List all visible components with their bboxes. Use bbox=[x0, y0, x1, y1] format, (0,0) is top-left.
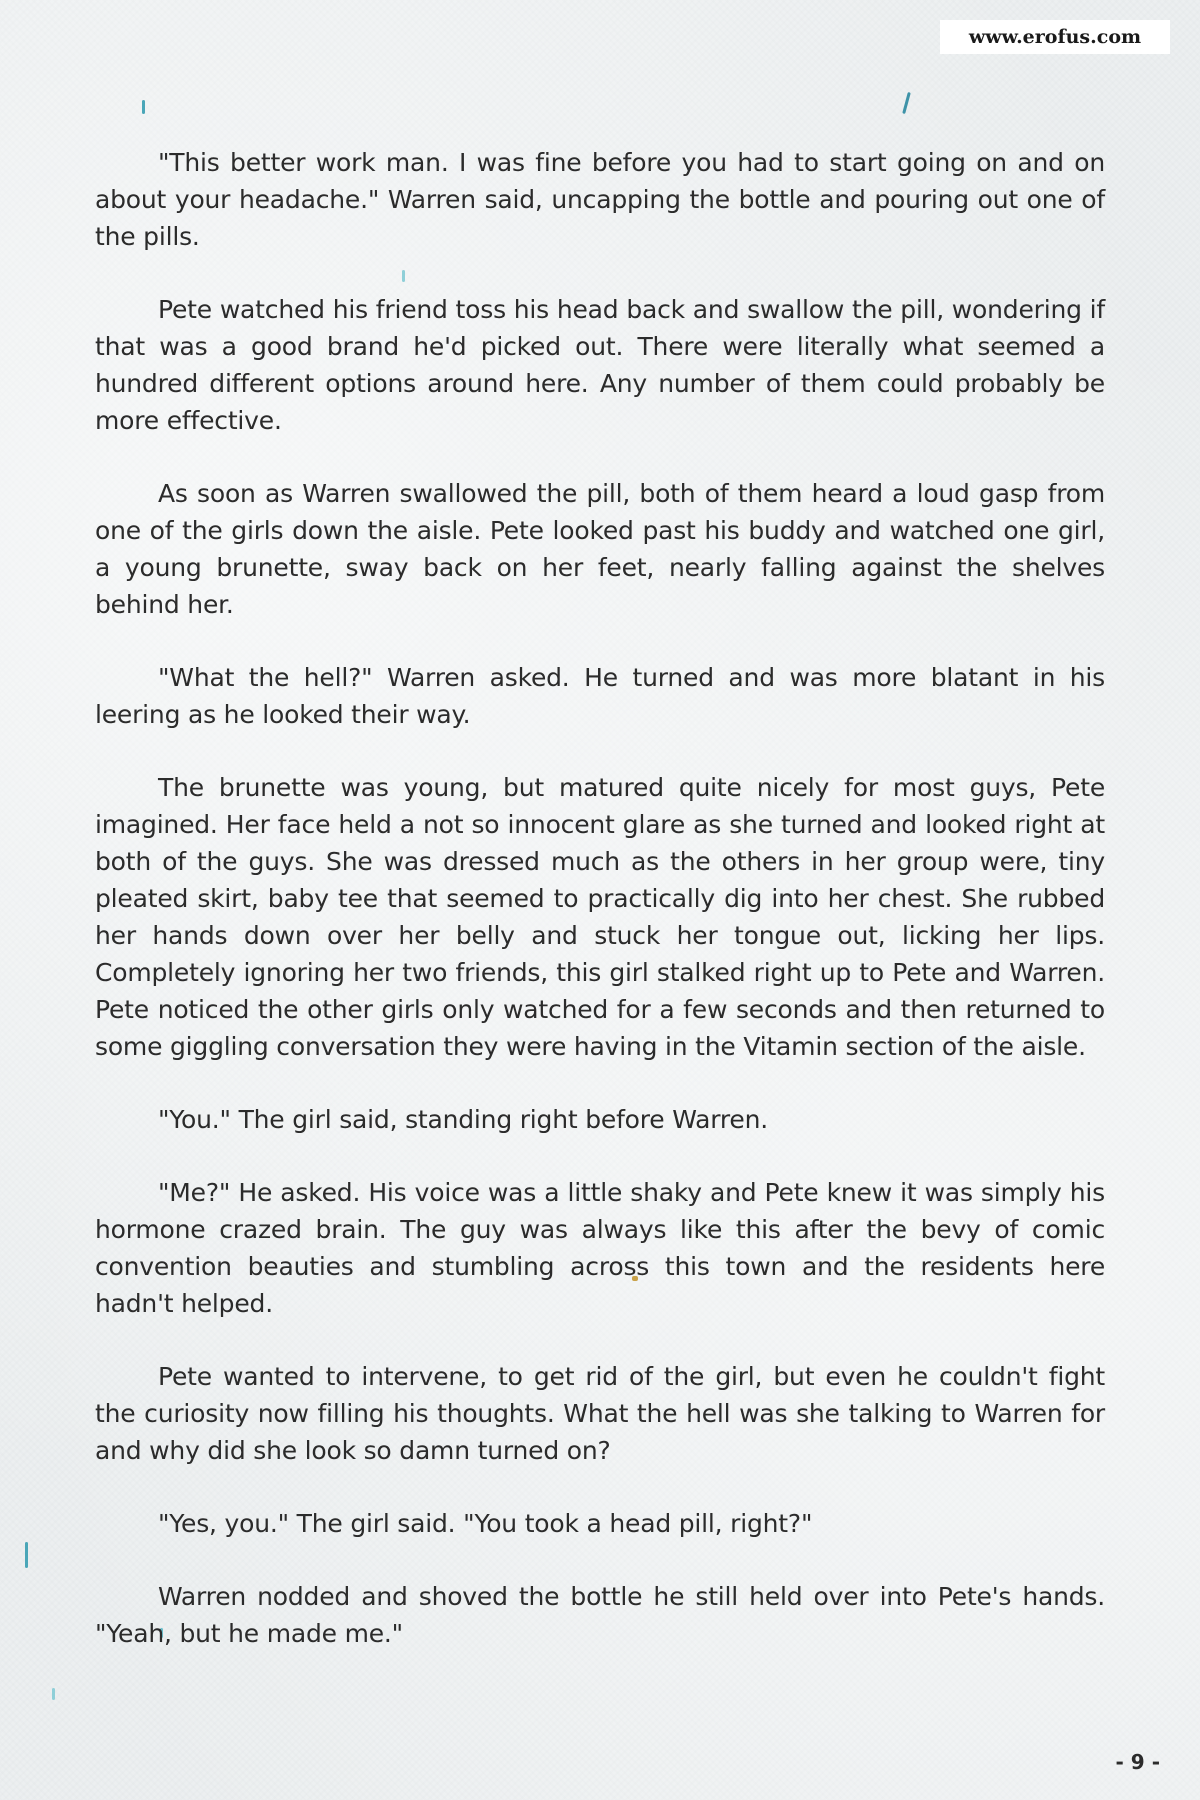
paragraph: Warren nodded and shoved the bottle he still held over into Pete's hands. "Yeah, but he made me." bbox=[95, 1582, 1105, 1648]
paint-speck bbox=[142, 100, 145, 114]
paragraph: "You." The girl said, standing right before Warren. bbox=[158, 1105, 769, 1134]
story-text bbox=[95, 144, 1105, 1688]
site-watermark: www.erofus.com bbox=[940, 20, 1170, 54]
paragraph: The brunette was young, but matured quite nicely for most guys, Pete imagined. Her face held a not so innocent glare as she turned and looked right at both of the guys. She was dressed much as the others in her group were, tiny pleated skirt, baby tee that seemed to practically dig into her chest. She rubbed her hands down over her belly and stuck her tongue out, licking her lips. Completely ignoring her two friends, this girl stalked right up to Pete and Warren. Pete noticed the other girls only watched for a few seconds and then returned to some giggling conversation they were having in the Vitamin section of the aisle. bbox=[95, 773, 1105, 1061]
paragraph: "Yes, you." The girl said. "You took a head pill, right?" bbox=[158, 1509, 813, 1538]
paragraph: Pete watched his friend toss his head back and swallow the pill, wondering if that was a good brand he'd picked out. There were literally what seemed a hundred different options around here. Any number of them could probably be more effective. bbox=[95, 295, 1105, 435]
paint-speck bbox=[25, 1542, 28, 1568]
paragraph: "What the hell?" Warren asked. He turned and was more blatant in his leering as he looked their way. bbox=[95, 663, 1105, 729]
paragraph: As soon as Warren swallowed the pill, both of them heard a loud gasp from one of the girls down the aisle. Pete looked past his buddy and watched one girl, a young brunette, sway back on her feet, nearly falling against the shelves behind her. bbox=[95, 479, 1105, 619]
paint-speck bbox=[52, 1688, 55, 1700]
page-number: - 9 - bbox=[1115, 1750, 1160, 1774]
paragraph: "Me?" He asked. His voice was a little shaky and Pete knew it was simply his hormone crazed brain. The guy was always like this after the bevy of comic convention beauties and stumbling across this town and the residents here hadn't helped. bbox=[95, 1178, 1105, 1318]
paragraph: "This better work man. I was fine before you had to start going on and on about your headache." Warren said, uncapping the bottle and pouring out one of the pills. bbox=[95, 148, 1105, 251]
paragraph: Pete wanted to intervene, to get rid of the girl, but even he couldn't fight the curiosity now filling his thoughts. What the hell was she talking to Warren for and why did she look so damn turned on? bbox=[95, 1362, 1105, 1465]
paint-speck bbox=[902, 92, 911, 114]
